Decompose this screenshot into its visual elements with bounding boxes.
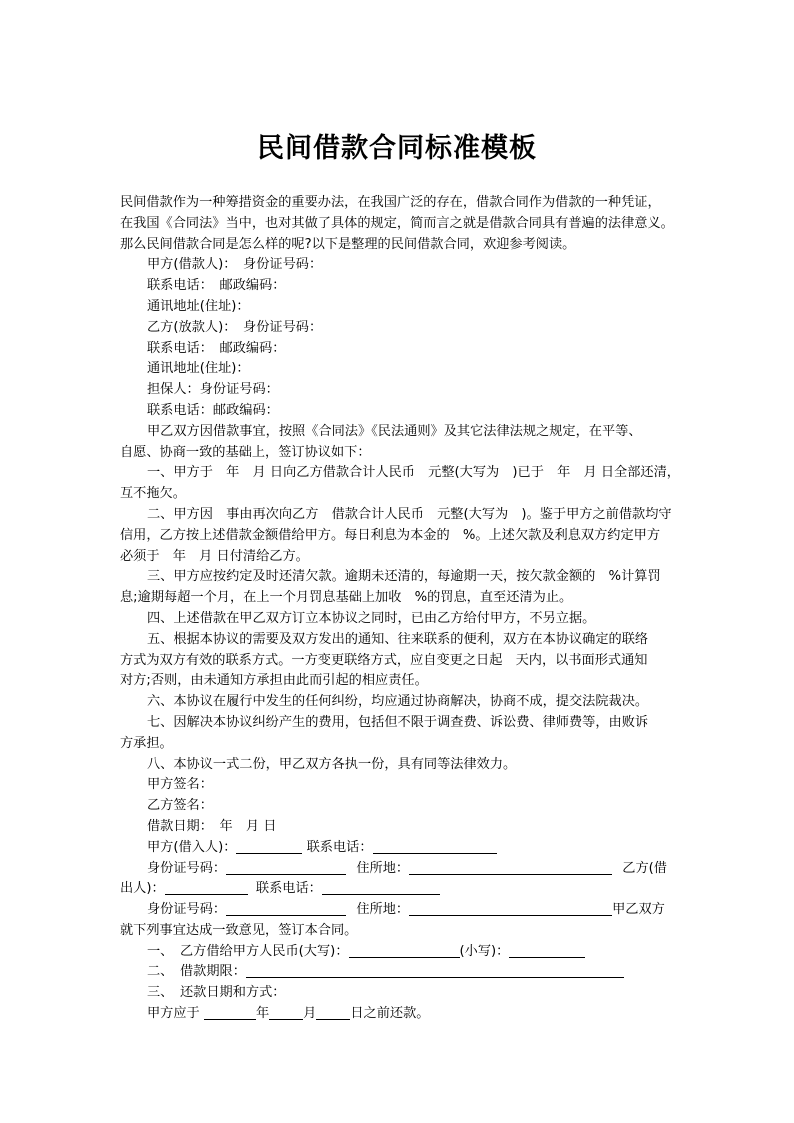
repayment-date-line bbox=[120, 1004, 680, 1025]
address-blank bbox=[409, 901, 612, 916]
repay-label: 甲方应于 bbox=[147, 1006, 200, 1022]
repay-day-label: 日之前还款。 bbox=[350, 1006, 430, 1022]
field-line: 联系电话： 邮政编码： bbox=[147, 340, 286, 356]
amount-upper-label: 一、 乙方借给甲方人民币(大写)： bbox=[147, 943, 349, 959]
clause-line: 六、本协议在履行中发生的任何纠纷，均应通过协商解决，协商不成，提交法院裁决。 bbox=[147, 694, 649, 710]
id-blank bbox=[226, 860, 346, 875]
field-line: 通讯地址(住址)： bbox=[147, 298, 250, 314]
intro-line: 民间借款作为一种筹措资金的重要办法，在我国广泛的存在，借款合同作为借款的一种凭证， bbox=[120, 195, 661, 210]
intro-line: 在我国《合同法》当中，也对其做了具体的规定，简而言之就是借款合同具有普遍的法律意义。 bbox=[120, 215, 674, 231]
clause-line: 甲乙双方因借款事宜，按照《合同法》《民法通则》及其它法律法规之规定，在平等、 bbox=[147, 423, 642, 439]
lender-id-line bbox=[120, 900, 680, 921]
clause-line: 自愿、协商一致的基础上，签订协议如下： bbox=[120, 444, 371, 460]
borrower-id-line bbox=[120, 859, 680, 880]
clause-line: 二、甲方因 事由再次向乙方 借款合计人民币 元整(大写为 )。鉴于甲方之前借款均守 bbox=[147, 506, 672, 522]
phone-label: 联系电话： bbox=[306, 839, 373, 855]
field-line: 担保人：身份证号码： bbox=[147, 382, 279, 398]
clause-line: 四、上述借款在甲乙双方订立本协议之同时，已由乙方给付甲方，不另立据。 bbox=[147, 610, 596, 626]
id-label: 身份证号码： bbox=[147, 860, 227, 876]
repay-day-blank bbox=[316, 1005, 350, 1020]
field-line: 联系电话： 邮政编码： bbox=[147, 278, 286, 294]
amount-lower-label: (小写)： bbox=[459, 943, 510, 959]
phone-blank bbox=[379, 839, 497, 854]
phone-blank bbox=[322, 880, 440, 895]
clause-line: 对方;否则，由未通知方承担由此而引起的相应责任。 bbox=[120, 673, 428, 689]
term-label: 二、 借款期限： bbox=[147, 964, 246, 980]
lender-label-part: 出人)： bbox=[120, 881, 165, 897]
repay-year-blank bbox=[204, 1005, 256, 1020]
id-blank bbox=[226, 901, 346, 916]
clause-line: 七、因解决本协议纠纷产生的费用，包括但不限于调查费、诉讼费、律师费等，由败诉 bbox=[147, 714, 649, 730]
lender-label-part: 乙方(借 bbox=[622, 860, 667, 876]
document-body bbox=[120, 193, 680, 1025]
clause-line: 方承担。 bbox=[120, 735, 173, 751]
amount-upper-blank bbox=[349, 943, 460, 958]
item-repayment: 三、 还款日期和方式： bbox=[147, 985, 286, 1001]
address-blank bbox=[409, 860, 612, 875]
clause-line: 五、根据本协议的需要及双方发出的通知、往来联系的便利，双方在本协议确定的联络 bbox=[147, 631, 649, 647]
repay-year-label: 年 bbox=[255, 1006, 270, 1022]
clause-line: 信用，乙方按上述借款金额借给甲方。每日利息为本金的 %。上述欠款及利息双方约定甲方 bbox=[120, 527, 661, 543]
item-term bbox=[120, 962, 680, 983]
signature-party-b: 乙方签名： bbox=[147, 798, 213, 814]
field-line: 通讯地址(住址)： bbox=[147, 361, 250, 377]
item-amount bbox=[120, 942, 680, 963]
repay-month-blank bbox=[269, 1005, 303, 1020]
lender-blank bbox=[165, 880, 248, 895]
clause-line: 方式为双方有效的联系方式。一方变更联络方式，应自变更之日起 天内，以书面形式通知 bbox=[120, 652, 648, 668]
borrower-blank bbox=[236, 839, 302, 854]
clause-line: 三、甲方应按约定及时还清欠款。逾期未还清的，每逾期一天，按欠款金额的 %计算罚 bbox=[147, 569, 661, 585]
borrower-label: 甲方(借入人)： bbox=[147, 839, 237, 855]
clause-line: 必须于 年 月 日付清给乙方。 bbox=[120, 548, 309, 564]
phone-label: 联系电话： bbox=[255, 881, 322, 897]
clause-line: 八、本协议一式二份，甲乙双方各执一份，具有同等法律效力。 bbox=[147, 756, 517, 772]
amount-lower-blank bbox=[509, 943, 585, 958]
address-label: 住所地： bbox=[356, 902, 410, 918]
parties-text: 甲乙双方 bbox=[612, 902, 665, 918]
borrower-line bbox=[120, 838, 680, 859]
id-label: 身份证号码： bbox=[147, 902, 227, 918]
clause-line: 息;逾期每超一个月，在上一个月罚息基础上加收 %的罚息，直至还清为止。 bbox=[120, 590, 573, 606]
document-title: 民间借款合同标准模板 bbox=[257, 133, 537, 164]
clause-line: 一、甲方于 年 月 日向乙方借款合计人民币 元整(大写为 )已于 年 月 日全部还清， bbox=[147, 465, 680, 481]
agreement-line: 就下列事宜达成一致意见，签订本合同。 bbox=[120, 922, 358, 938]
address-label: 住所地： bbox=[356, 860, 410, 876]
repay-month-label: 月 bbox=[303, 1006, 317, 1022]
clause-line: 互不拖欠。 bbox=[120, 486, 186, 502]
term-blank bbox=[246, 963, 624, 978]
intro-line: 那么民间借款合同是怎么样的呢?以下是整理的民间借款合同，欢迎参考阅读。 bbox=[120, 236, 576, 252]
field-line: 联系电话：邮政编码： bbox=[147, 402, 279, 418]
field-line: 乙方(放款人)： 身份证号码： bbox=[147, 319, 323, 335]
field-line: 甲方(借款人)： 身份证号码： bbox=[147, 257, 323, 273]
loan-date: 借款日期： 年 月 日 bbox=[147, 818, 277, 834]
lender-line bbox=[120, 879, 680, 900]
signature-party-a: 甲方签名： bbox=[147, 777, 213, 793]
